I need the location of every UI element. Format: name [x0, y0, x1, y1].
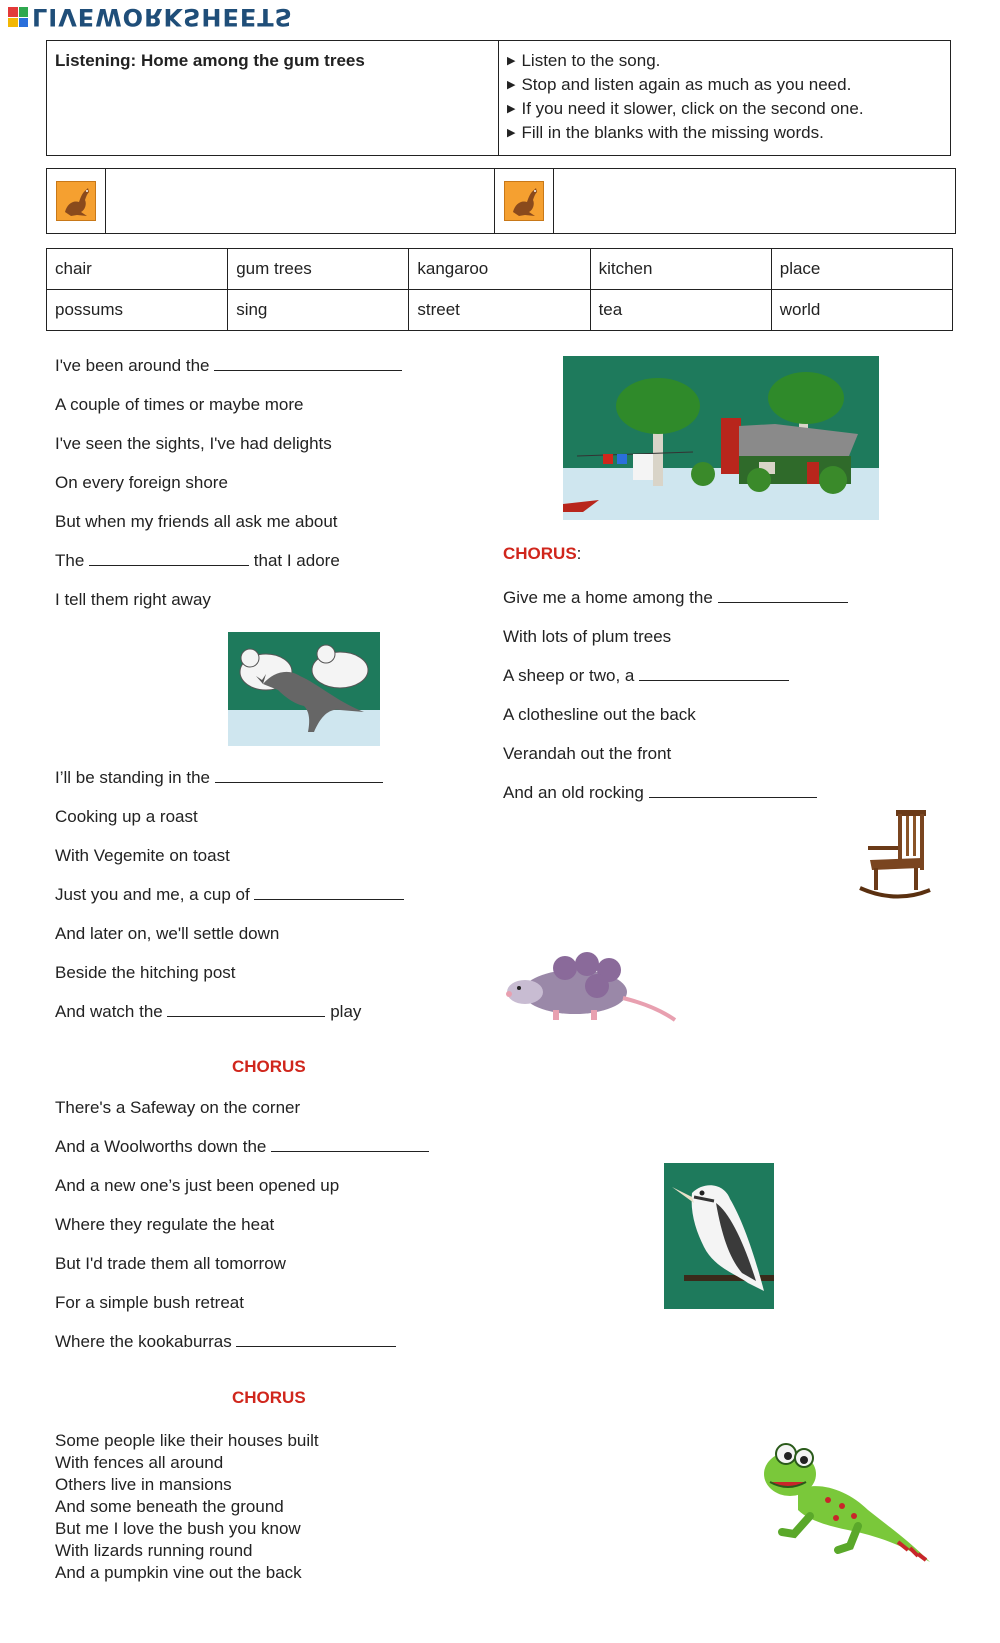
lyric-line: Cooking up a roast [55, 807, 198, 826]
logo-text: LIVEWORKSHEETS [32, 3, 293, 31]
kangaroo-icon[interactable] [56, 181, 96, 221]
word-bank-row [47, 249, 953, 290]
word-bank-word: sing [228, 290, 409, 331]
final-verse [55, 1430, 319, 1584]
word-bank-word: tea [590, 290, 771, 331]
bush-house-image [563, 356, 879, 520]
bullet-triangle-icon: ▶ [507, 55, 516, 67]
lyric-line: But me I love the bush you know [55, 1519, 301, 1538]
lyric-line: And a pumpkin vine out the back [55, 1563, 302, 1582]
lyric-line: For a simple bush retreat [55, 1293, 244, 1312]
lyric-line: I've been around the [55, 356, 402, 376]
instruction-box [46, 40, 951, 156]
lyric-line: The that I adore [55, 551, 340, 570]
lyric-line: There's a Safeway on the corner [55, 1098, 301, 1117]
lyric-line: With fences all around [55, 1453, 224, 1472]
blank-input[interactable] [718, 589, 848, 603]
lyric-line: I tell them right away [55, 590, 211, 609]
audio-player-row [46, 168, 956, 234]
lyric-line: I’ll be standing in the [55, 768, 383, 788]
word-bank-word: place [771, 249, 952, 290]
blank-input[interactable] [89, 552, 249, 566]
lyric-line: Where the kookaburras [55, 1332, 396, 1352]
blank-input[interactable] [215, 769, 383, 783]
bullet-triangle-icon: ▶ [507, 103, 516, 115]
lyric-line: But when my friends all ask me about [55, 512, 338, 531]
audio-player-slow[interactable] [554, 169, 955, 233]
lyric-line: On every foreign shore [55, 473, 228, 492]
lyric-line: With Vegemite on toast [55, 846, 230, 865]
audio-play-button-normal[interactable] [47, 169, 106, 233]
lyric-line: Some people like their houses built [55, 1431, 319, 1450]
blank-input[interactable] [167, 1003, 325, 1017]
word-bank [46, 248, 953, 331]
word-bank-word: possums [47, 290, 228, 331]
lyric-line: Beside the hitching post [55, 963, 236, 982]
instruction-steps [499, 41, 950, 155]
word-bank-row [47, 290, 953, 331]
lyric-line: A couple of times or maybe more [55, 395, 304, 414]
lyric-line: And watch the play [55, 1002, 362, 1021]
instruction-step: ▶ Fill in the blanks with the missing words. [507, 121, 942, 145]
instruction-step: ▶ If you need it slower, click on the second one. [507, 97, 942, 121]
blank-input[interactable] [214, 357, 402, 371]
lyric-line: Others live in mansions [55, 1475, 232, 1494]
blank-input[interactable] [254, 886, 404, 900]
chorus-label: CHORUS [232, 1057, 306, 1076]
lyric-line: And an old rocking [503, 783, 817, 803]
rocking-chair-image [856, 806, 932, 902]
lyric-line: With lots of plum trees [503, 627, 672, 646]
lyric-line: With lizards running round [55, 1541, 253, 1560]
lizard-image [758, 1430, 938, 1566]
instruction-step: ▶ Stop and listen again as much as you need. [507, 73, 942, 97]
blank-input[interactable] [271, 1138, 429, 1152]
bullet-triangle-icon: ▶ [507, 79, 516, 91]
word-bank-word: street [409, 290, 590, 331]
bullet-triangle-icon: ▶ [507, 127, 516, 139]
lyric-line: Verandah out the front [503, 744, 672, 763]
lyric-line: I've seen the sights, I've had delights [55, 434, 332, 453]
word-bank-word: chair [47, 249, 228, 290]
word-bank-word: kitchen [590, 249, 771, 290]
kookaburra-image [664, 1163, 774, 1309]
lyric-line: A sheep or two, a [503, 666, 789, 686]
lyric-line: And a Woolworths down the [55, 1137, 429, 1157]
lyric-line: And some beneath the ground [55, 1497, 284, 1516]
audio-player-normal[interactable] [106, 169, 495, 233]
kangaroo-sheep-image [228, 632, 380, 746]
lyric-line: And a new one’s just been opened up [55, 1176, 340, 1195]
blank-input[interactable] [649, 784, 817, 798]
logo-blocks-icon [8, 7, 28, 27]
word-bank-word: kangaroo [409, 249, 590, 290]
possums-image [505, 940, 681, 1026]
lyric-line: Give me a home among the [503, 588, 848, 608]
liveworksheets-logo [8, 4, 293, 30]
lyric-line: A clothesline out the back [503, 705, 696, 724]
instruction-step: ▶ Listen to the song. [507, 49, 942, 73]
lyric-line: And later on, we'll settle down [55, 924, 280, 943]
lyric-line: Just you and me, a cup of [55, 885, 404, 905]
kangaroo-icon[interactable] [504, 181, 544, 221]
audio-play-button-slow[interactable] [495, 169, 554, 233]
lyric-line: But I'd trade them all tomorrow [55, 1254, 286, 1273]
word-bank-word: gum trees [228, 249, 409, 290]
chorus-label: CHORUS [232, 1388, 306, 1407]
word-bank-word: world [771, 290, 952, 331]
lyric-line: Where they regulate the heat [55, 1215, 275, 1234]
worksheet-title: Listening: Home among the gum trees [47, 41, 499, 155]
blank-input[interactable] [639, 667, 789, 681]
chorus-label: CHORUS: [503, 544, 582, 563]
blank-input[interactable] [236, 1333, 396, 1347]
